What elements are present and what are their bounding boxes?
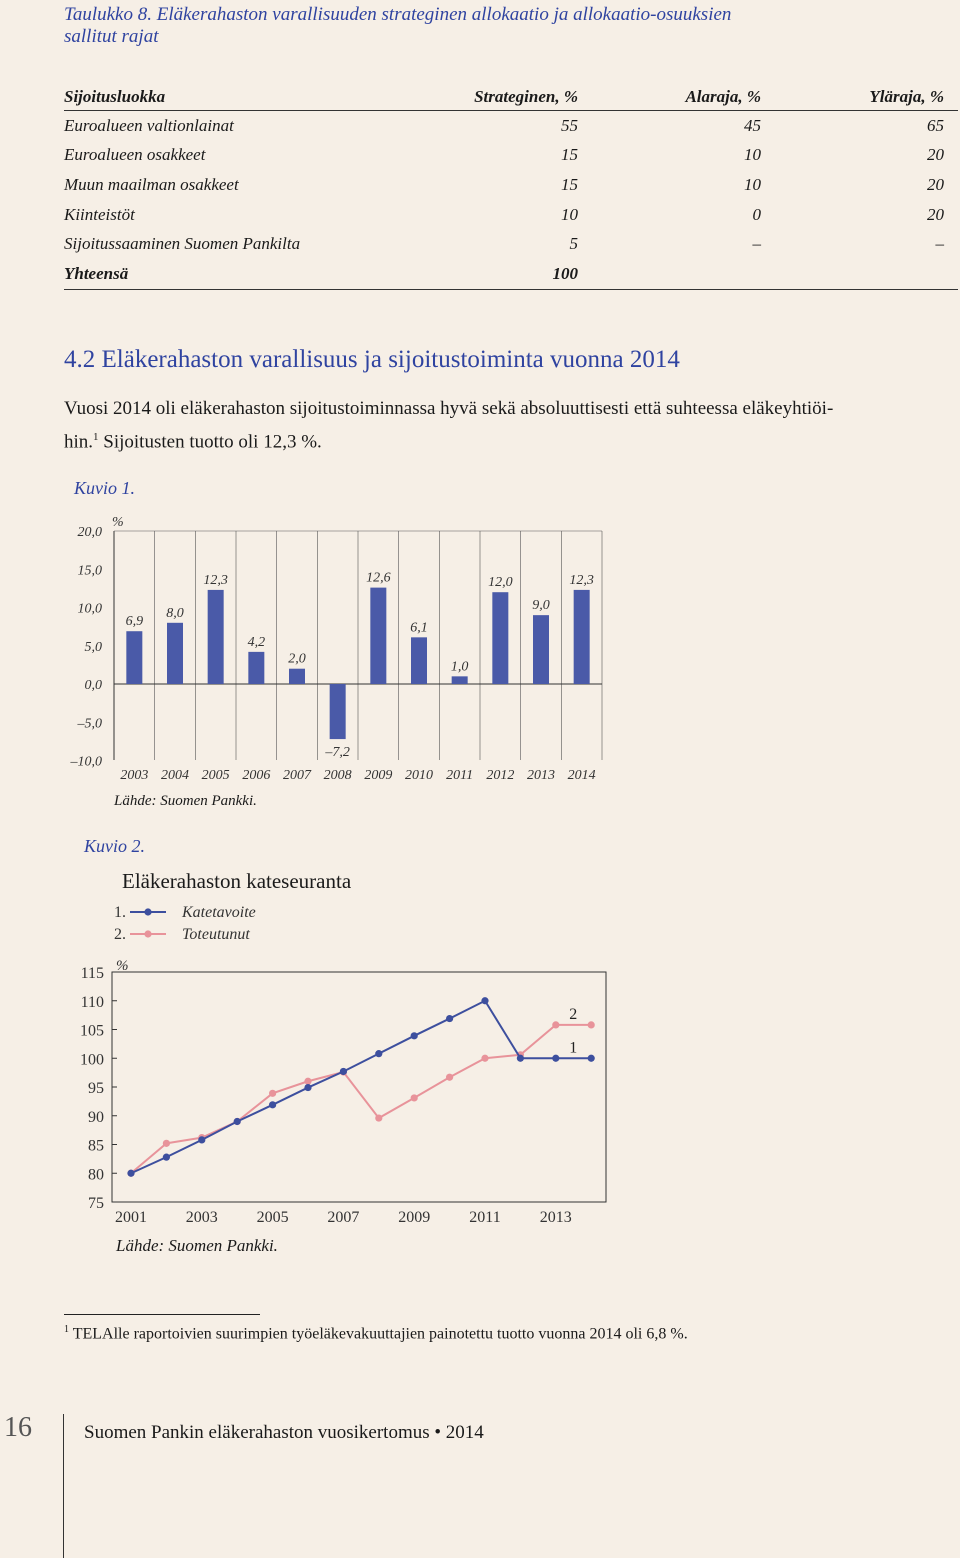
chart2-legend-number: 2.	[114, 926, 126, 943]
table-row	[64, 170, 958, 200]
chart2-data-point	[198, 1136, 205, 1143]
chart1-x-tick-label: 2006	[242, 768, 271, 783]
chart2-data-point	[375, 1050, 382, 1057]
chart1-y-tick-label: 20,0	[77, 525, 102, 540]
chart2-data-point	[411, 1032, 418, 1039]
footer-title: Suomen Pankin eläkerahaston vuosikertomus • 2014	[84, 1422, 484, 1443]
chart1-x-tick-label: 2005	[201, 768, 230, 783]
chart2-series	[127, 997, 594, 1177]
chart1-x-ticks	[120, 768, 595, 783]
chart2-data-point	[552, 1055, 559, 1062]
section-paragraph	[64, 395, 944, 456]
chart1-value-label: –7,2	[325, 745, 350, 761]
chart1-value-label: 2,0	[288, 651, 306, 667]
chart2-y-tick-label: 80	[88, 1166, 104, 1184]
chart2-series-line	[131, 1001, 591, 1174]
chart2-data-point	[340, 1068, 347, 1075]
chart2-data-point	[163, 1154, 170, 1161]
chart1-bar	[126, 631, 142, 684]
chart1-value-label: 1,0	[450, 659, 469, 675]
cell-upper: 65	[927, 115, 944, 135]
chart2-data-point	[269, 1101, 276, 1108]
chart2-x-tick-label: 2003	[185, 1209, 218, 1226]
page-number: 16	[4, 1412, 32, 1443]
chart2-data-point	[481, 1055, 488, 1062]
chart2-y-tick-label: 95	[88, 1080, 104, 1097]
figure-2-label: Kuvio 2.	[84, 836, 145, 856]
chart1-bar	[574, 590, 590, 684]
table-row	[64, 141, 958, 171]
cell-asset-class: Euroalueen valtionlainat	[64, 115, 234, 135]
bar-chart	[0, 500, 620, 800]
chart1-bar	[411, 637, 427, 684]
cell-strategic: 10	[561, 204, 578, 224]
chart2-data-point	[481, 997, 488, 1004]
footer-divider	[63, 1414, 64, 1558]
footnote-ref[interactable]: 1	[93, 431, 99, 443]
chart2-data-point	[234, 1118, 241, 1125]
chart1-source: Lähde: Suomen Pankki.	[114, 793, 257, 809]
chart2-data-point	[588, 1055, 595, 1062]
chart1-x-tick-label: 2008	[323, 768, 352, 783]
chart1-value-label: 4,2	[247, 634, 266, 650]
chart1-bar	[330, 684, 346, 739]
chart2-x-tick-label: 2001	[115, 1209, 147, 1226]
header-asset-class: Sijoitusluokka	[64, 84, 394, 111]
chart1-value-label: 12,3	[203, 572, 228, 588]
footnote-text: TELAlle raportoivien suurimpien työeläkevakuuttajien painotettu tuotto vuonna 2014 oli 6,8 %.	[72, 1325, 688, 1343]
chart1-x-tick-label: 2009	[364, 768, 393, 783]
chart2-plot-frame	[112, 972, 606, 1202]
cell-upper: 20	[927, 174, 944, 194]
chart1-bar	[492, 592, 508, 684]
chart1-bar	[533, 615, 549, 684]
cell-total-upper	[761, 259, 958, 289]
chart2-y-tick-label: 90	[88, 1108, 104, 1126]
header-upper-limit: Yläraja, %	[761, 84, 958, 111]
chart2-x-tick-label: 2005	[256, 1209, 289, 1226]
chart1-value-label: 9,0	[532, 598, 550, 614]
chart2-y-tick-label: 110	[80, 993, 104, 1011]
chart1-bar	[208, 590, 224, 684]
cell-strategic: 15	[561, 145, 578, 165]
chart1-x-tick-label: 2012	[486, 768, 515, 783]
chart2-y-tick-label: 75	[88, 1195, 104, 1212]
footnote-divider	[64, 1314, 260, 1315]
chart2-data-point	[411, 1094, 418, 1101]
chart1-x-tick-label: 2010	[405, 768, 433, 783]
chart1-x-tick-label: 2014	[567, 768, 596, 783]
cell-lower: 45	[744, 115, 761, 135]
chart1-y-tick-label: –5,0	[77, 716, 102, 732]
chart2-legend	[114, 904, 256, 943]
chart2-data-point	[304, 1084, 311, 1091]
chart2-legend-marker	[144, 908, 151, 915]
footnote-number: 1	[64, 1324, 69, 1335]
cell-total-label: Yhteensä	[64, 259, 394, 289]
cell-strategic: 5	[569, 234, 578, 254]
chart1-unit-label: %	[112, 515, 124, 530]
chart2-data-point	[588, 1021, 595, 1028]
chart2-source: Lähde: Suomen Pankki.	[116, 1236, 278, 1255]
chart2-x-tick-label: 2009	[398, 1209, 431, 1226]
chart2-legend-label: Katetavoite	[182, 904, 256, 921]
cell-lower: –	[752, 234, 761, 254]
chart1-value-label: 12,6	[366, 570, 391, 586]
chart2-data-point	[517, 1055, 524, 1062]
chart2-x-tick-label: 2011	[469, 1209, 501, 1226]
cell-upper: –	[935, 234, 944, 254]
table-caption: Taulukko 8. Eläkerahaston varallisuuden strateginen allokaatio ja allokaatio-osuuksien sallitut rajat	[64, 4, 732, 47]
chart2-legend-label: Toteutunut	[182, 926, 250, 943]
table-row	[64, 200, 958, 230]
figure-1-label: Kuvio 1.	[74, 478, 135, 498]
chart2-unit-label: %	[116, 958, 129, 974]
chart1-value-label: 12,3	[569, 572, 594, 588]
chart2-end-labels	[569, 1006, 577, 1056]
chart2-end-label: 2	[569, 1005, 578, 1023]
chart2-x-tick-label: 2007	[327, 1209, 360, 1226]
chart2-series-line	[131, 1025, 591, 1173]
chart1-x-tick-label: 2004	[161, 768, 189, 783]
chart2-data-point	[552, 1021, 559, 1028]
table-row	[64, 229, 958, 259]
header-lower-limit: Alaraja, %	[578, 84, 761, 111]
chart1-value-label: 6,1	[410, 620, 428, 636]
chart1-value-label: 12,0	[488, 575, 513, 591]
section-heading: 4.2 Eläkerahaston varallisuus ja sijoitustoiminta vuonna 2014	[64, 346, 680, 373]
chart1-y-tick-label: 0,0	[84, 678, 102, 693]
chart2-y-ticks	[80, 965, 117, 1212]
chart2-data-point	[375, 1114, 382, 1121]
cell-upper: 20	[927, 145, 944, 165]
chart2-data-point	[269, 1090, 276, 1097]
chart2-data-point	[446, 1015, 453, 1022]
header-strategic: Strateginen, %	[394, 84, 578, 111]
chart2-data-point	[163, 1140, 170, 1147]
chart1-y-tick-label: 10,0	[77, 601, 102, 617]
chart1-value-label: 8,0	[166, 605, 184, 621]
paragraph-line-2b: Sijoitusten tuotto oli 12,3 %.	[98, 431, 322, 453]
cell-lower: 0	[752, 204, 761, 224]
chart1-y-ticks	[70, 525, 103, 770]
chart1-x-tick-label: 2013	[527, 768, 555, 783]
cell-lower: 10	[744, 174, 761, 194]
cell-asset-class: Sijoitussaaminen Suomen Pankilta	[64, 234, 301, 254]
chart2-x-ticks	[115, 1209, 572, 1226]
table-row	[64, 111, 958, 141]
allocation-table	[64, 84, 958, 290]
table-total-row	[64, 259, 958, 289]
chart1-x-tick-label: 2011	[446, 768, 474, 783]
chart2-y-tick-label: 100	[80, 1051, 104, 1069]
chart1-y-tick-label: 15,0	[77, 563, 102, 579]
chart2-data-point	[446, 1074, 453, 1081]
paragraph-line-1: Vuosi 2014 oli eläkerahaston sijoitustoiminnassa hyvä sekä absoluuttisesti että suhteessa eläkeyhtiöi-	[64, 398, 834, 419]
chart2-x-tick-label: 2013	[539, 1209, 572, 1226]
cell-total-lower	[578, 259, 761, 289]
paragraph-line-2a: hin.	[64, 431, 94, 453]
cell-lower: 10	[744, 145, 761, 165]
table-header-row	[64, 84, 958, 111]
chart2-legend-marker	[144, 930, 151, 937]
chart2-y-tick-label: 85	[88, 1137, 104, 1155]
chart1-bar	[248, 652, 264, 684]
cell-total-strategic: 100	[394, 259, 578, 289]
line-chart	[0, 860, 640, 1230]
chart1-x-tick-label: 2007	[283, 768, 311, 783]
chart1-y-tick-label: –10,0	[70, 754, 102, 770]
cell-asset-class: Kiinteistöt	[64, 204, 135, 224]
chart2-title: Eläkerahaston kateseuranta	[122, 869, 352, 893]
chart1-bar	[167, 623, 183, 684]
cell-strategic: 55	[561, 115, 578, 135]
cell-strategic: 15	[561, 174, 578, 194]
chart1-bar	[452, 676, 468, 684]
cell-asset-class: Euroalueen osakkeet	[64, 145, 206, 165]
chart1-value-labels	[126, 571, 594, 760]
chart2-legend-number: 1.	[114, 904, 126, 921]
chart2-end-label: 1	[569, 1039, 578, 1057]
chart1-bar	[289, 669, 305, 684]
chart1-x-tick-label: 2003	[120, 768, 149, 783]
cell-upper: 20	[927, 204, 944, 224]
chart1-value-label: 6,9	[125, 614, 144, 630]
chart2-data-point	[127, 1170, 134, 1177]
cell-asset-class: Muun maailman osakkeet	[64, 174, 239, 194]
chart2-y-tick-label: 115	[80, 965, 104, 982]
footnote	[64, 1324, 688, 1343]
chart1-bar	[370, 588, 386, 684]
chart1-y-tick-label: 5,0	[84, 639, 102, 655]
chart2-y-tick-label: 105	[80, 1022, 104, 1040]
chart2-data-point	[304, 1078, 311, 1085]
